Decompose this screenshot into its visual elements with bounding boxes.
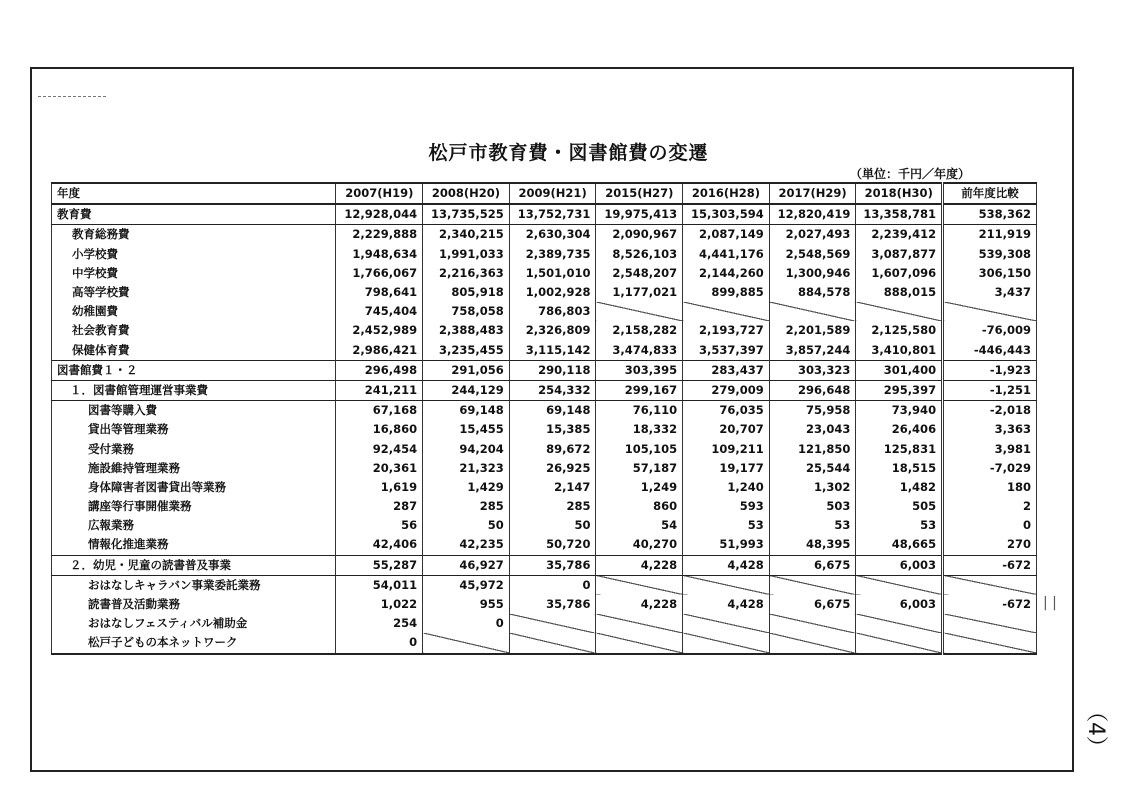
row-label: 図書館費１・２	[52, 360, 336, 380]
value-cell	[856, 614, 943, 633]
value-cell	[596, 302, 683, 321]
value-cell: 1,300,946	[769, 264, 856, 283]
value-cell: 40,270	[596, 535, 683, 555]
table-row	[52, 595, 1037, 614]
value-cell: 48,395	[769, 535, 856, 555]
value-cell: 3,537,397	[683, 341, 770, 361]
value-cell	[683, 575, 770, 595]
compare-cell	[943, 575, 1037, 595]
row-label: １．図書館管理運営事業費	[52, 380, 336, 400]
compare-cell	[943, 302, 1037, 321]
value-cell: 2,630,304	[509, 225, 596, 245]
table-row	[52, 555, 1037, 575]
value-cell: 50	[423, 516, 510, 535]
value-cell: 0	[509, 575, 596, 595]
value-cell	[683, 633, 770, 653]
value-cell: 2,147	[509, 478, 596, 497]
value-cell: 3,474,833	[596, 341, 683, 361]
value-cell: 105,105	[596, 439, 683, 458]
compare-cell: 0	[943, 516, 1037, 535]
value-cell: 76,110	[596, 401, 683, 421]
table-row	[52, 360, 1037, 380]
value-cell: 505	[856, 497, 943, 516]
value-cell: 2,216,363	[423, 264, 510, 283]
header-year: 2018(H30)	[856, 183, 943, 204]
value-cell: 2,229,888	[336, 225, 423, 245]
table-row	[52, 497, 1037, 516]
value-cell: 89,672	[509, 439, 596, 458]
table-row	[52, 283, 1037, 302]
value-cell: 296,648	[769, 380, 856, 400]
header-year: 2008(H20)	[423, 183, 510, 204]
value-cell: 20,707	[683, 420, 770, 439]
value-cell	[509, 614, 596, 633]
value-cell: 35,786	[509, 555, 596, 575]
value-cell: 290,118	[509, 360, 596, 380]
value-cell	[423, 633, 510, 653]
row-label: 受付業務	[52, 439, 336, 458]
value-cell: 254,332	[509, 380, 596, 400]
value-cell: 2,986,421	[336, 341, 423, 361]
table-row	[52, 380, 1037, 400]
compare-cell: 3,981	[943, 439, 1037, 458]
value-cell: 2,027,493	[769, 225, 856, 245]
value-cell: 1,619	[336, 478, 423, 497]
value-cell: 287	[336, 497, 423, 516]
row-label: おはなしフェスティバル補助金	[52, 614, 336, 633]
row-label: ２．幼児・児童の読書普及事業	[52, 555, 336, 575]
value-cell: 92,454	[336, 439, 423, 458]
compare-cell: -446,443	[943, 341, 1037, 361]
value-cell: 291,056	[423, 360, 510, 380]
value-cell: 20,361	[336, 459, 423, 478]
table-row	[52, 516, 1037, 535]
value-cell: 758,058	[423, 302, 510, 321]
value-cell: 69,148	[509, 401, 596, 421]
table-row	[52, 204, 1037, 225]
value-cell: 2,158,282	[596, 321, 683, 340]
value-cell	[769, 614, 856, 633]
value-cell: 1,002,928	[509, 283, 596, 302]
compare-cell: 211,919	[943, 225, 1037, 245]
value-cell: 51,993	[683, 535, 770, 555]
value-cell: 6,003	[856, 595, 943, 614]
value-cell: 21,323	[423, 459, 510, 478]
table-row	[52, 341, 1037, 361]
value-cell: 296,498	[336, 360, 423, 380]
row-label: 読書普及活動業務	[52, 595, 336, 614]
value-cell: 888,015	[856, 283, 943, 302]
value-cell: 1,766,067	[336, 264, 423, 283]
value-cell: 15,303,594	[683, 204, 770, 225]
value-cell: 18,515	[856, 459, 943, 478]
compare-cell: 180	[943, 478, 1037, 497]
value-cell: 2,389,735	[509, 245, 596, 264]
value-cell: 1,429	[423, 478, 510, 497]
row-label: 情報化推進業務	[52, 535, 336, 555]
value-cell: 285	[509, 497, 596, 516]
value-cell	[596, 614, 683, 633]
value-cell: 503	[769, 497, 856, 516]
value-cell: 860	[596, 497, 683, 516]
value-cell: 12,820,419	[769, 204, 856, 225]
value-cell: 786,803	[509, 302, 596, 321]
value-cell	[769, 575, 856, 595]
header-year: 2007(H19)	[336, 183, 423, 204]
value-cell: 50	[509, 516, 596, 535]
value-cell: 4,441,176	[683, 245, 770, 264]
table-header-row	[52, 183, 1037, 204]
value-cell: 19,177	[683, 459, 770, 478]
row-label: 松戸子どもの本ネットワーク	[52, 633, 336, 653]
value-cell: 42,235	[423, 535, 510, 555]
value-cell: 75,958	[769, 401, 856, 421]
value-cell: 254	[336, 614, 423, 633]
value-cell: 48,665	[856, 535, 943, 555]
value-cell: 2,452,989	[336, 321, 423, 340]
compare-cell: 539,308	[943, 245, 1037, 264]
header-year: 2016(H28)	[683, 183, 770, 204]
value-cell: 15,385	[509, 420, 596, 439]
value-cell: 244,129	[423, 380, 510, 400]
value-cell	[856, 575, 943, 595]
unit-label: （単位：千円／年度）	[849, 167, 970, 181]
value-cell: 15,455	[423, 420, 510, 439]
value-cell: 125,831	[856, 439, 943, 458]
value-cell: 1,607,096	[856, 264, 943, 283]
value-cell	[769, 633, 856, 653]
value-cell: 12,928,044	[336, 204, 423, 225]
value-cell: 16,860	[336, 420, 423, 439]
row-label: 広報業務	[52, 516, 336, 535]
value-cell: 295,397	[856, 380, 943, 400]
row-label: 中学校費	[52, 264, 336, 283]
compare-cell: 538,362	[943, 204, 1037, 225]
value-cell: 50,720	[509, 535, 596, 555]
value-cell: 35,786	[509, 595, 596, 614]
value-cell: 109,211	[683, 439, 770, 458]
compare-cell: -672	[943, 595, 1037, 614]
value-cell: 2,548,207	[596, 264, 683, 283]
value-cell: 13,358,781	[856, 204, 943, 225]
compare-cell: -1,251	[943, 380, 1037, 400]
value-cell: 19,975,413	[596, 204, 683, 225]
header-year-label: 年度	[52, 183, 336, 204]
value-cell: 4,428	[683, 595, 770, 614]
table-row	[52, 420, 1037, 439]
value-cell: 299,167	[596, 380, 683, 400]
value-cell: 1,991,033	[423, 245, 510, 264]
value-cell: 1,501,010	[509, 264, 596, 283]
table-row	[52, 264, 1037, 283]
value-cell: 42,406	[336, 535, 423, 555]
value-cell	[856, 302, 943, 321]
value-cell: 283,437	[683, 360, 770, 380]
value-cell: 899,885	[683, 283, 770, 302]
value-cell: 2,340,215	[423, 225, 510, 245]
value-cell: 303,323	[769, 360, 856, 380]
value-cell: 25,544	[769, 459, 856, 478]
table-row	[52, 459, 1037, 478]
value-cell: 285	[423, 497, 510, 516]
table-row	[52, 614, 1037, 633]
value-cell: 1,482	[856, 478, 943, 497]
value-cell	[769, 302, 856, 321]
table-row	[52, 245, 1037, 264]
compare-cell: -2,018	[943, 401, 1037, 421]
table-row	[52, 575, 1037, 595]
value-cell: 1,022	[336, 595, 423, 614]
compare-cell	[943, 614, 1037, 633]
value-cell: 3,115,142	[509, 341, 596, 361]
value-cell: 805,918	[423, 283, 510, 302]
value-cell: 76,035	[683, 401, 770, 421]
value-cell: 745,404	[336, 302, 423, 321]
value-cell: 45,972	[423, 575, 510, 595]
value-cell: 3,857,244	[769, 341, 856, 361]
header-compare: 前年度比較	[943, 183, 1037, 204]
table-row	[52, 321, 1037, 340]
value-cell: 26,925	[509, 459, 596, 478]
value-cell: 56	[336, 516, 423, 535]
value-cell: 2,548,569	[769, 245, 856, 264]
compare-cell: 2	[943, 497, 1037, 516]
value-cell: 13,752,731	[509, 204, 596, 225]
table-row	[52, 439, 1037, 458]
value-cell: 593	[683, 497, 770, 516]
row-label: 教育総務費	[52, 225, 336, 245]
compare-cell: -1,923	[943, 360, 1037, 380]
value-cell: 4,428	[683, 555, 770, 575]
value-cell: 6,003	[856, 555, 943, 575]
compare-cell: 306,150	[943, 264, 1037, 283]
value-cell: 2,144,260	[683, 264, 770, 283]
value-cell: 94,204	[423, 439, 510, 458]
row-label: 講座等行事開催業務	[52, 497, 336, 516]
value-cell: 4,228	[596, 555, 683, 575]
value-cell: 18,332	[596, 420, 683, 439]
margin-mark: | |	[1043, 595, 1057, 611]
page-number: （4）	[1083, 700, 1108, 758]
compare-cell: 3,437	[943, 283, 1037, 302]
value-cell: 0	[423, 614, 510, 633]
value-cell: 4,228	[596, 595, 683, 614]
table-row	[52, 302, 1037, 321]
value-cell: 67,168	[336, 401, 423, 421]
value-cell: 2,326,809	[509, 321, 596, 340]
value-cell: 0	[336, 633, 423, 653]
compare-cell: -7,029	[943, 459, 1037, 478]
value-cell: 3,087,877	[856, 245, 943, 264]
value-cell	[683, 302, 770, 321]
value-cell	[683, 614, 770, 633]
value-cell: 6,675	[769, 555, 856, 575]
value-cell: 1,948,634	[336, 245, 423, 264]
value-cell: 955	[423, 595, 510, 614]
compare-cell: 270	[943, 535, 1037, 555]
value-cell: 279,009	[683, 380, 770, 400]
value-cell: 53	[769, 516, 856, 535]
table-row	[52, 633, 1037, 653]
row-label: 教育費	[52, 204, 336, 225]
value-cell: 8,526,103	[596, 245, 683, 264]
value-cell: 73,940	[856, 401, 943, 421]
table-row	[52, 225, 1037, 245]
value-cell: 2,087,149	[683, 225, 770, 245]
row-label: 図書等購入費	[52, 401, 336, 421]
value-cell: 1,240	[683, 478, 770, 497]
row-label: 社会教育費	[52, 321, 336, 340]
value-cell: 2,201,589	[769, 321, 856, 340]
compare-cell: 3,363	[943, 420, 1037, 439]
value-cell	[856, 633, 943, 653]
row-label: 幼稚園費	[52, 302, 336, 321]
value-cell: 46,927	[423, 555, 510, 575]
row-label: 高等学校費	[52, 283, 336, 302]
value-cell: 1,249	[596, 478, 683, 497]
page-title: 松戸市教育費・図書館費の変遷	[428, 142, 709, 164]
value-cell: 3,410,801	[856, 341, 943, 361]
value-cell: 2,125,580	[856, 321, 943, 340]
row-label: 貸出等管理業務	[52, 420, 336, 439]
value-cell: 53	[683, 516, 770, 535]
row-label: 小学校費	[52, 245, 336, 264]
header-year: 2015(H27)	[596, 183, 683, 204]
value-cell: 1,177,021	[596, 283, 683, 302]
value-cell: 3,235,455	[423, 341, 510, 361]
value-cell	[596, 575, 683, 595]
value-cell: 54	[596, 516, 683, 535]
value-cell: 53	[856, 516, 943, 535]
scan-mark	[38, 96, 106, 97]
value-cell	[509, 633, 596, 653]
row-label: 身体障害者図書貸出等業務	[52, 478, 336, 497]
value-cell: 303,395	[596, 360, 683, 380]
header-year: 2017(H29)	[769, 183, 856, 204]
value-cell: 69,148	[423, 401, 510, 421]
value-cell: 301,400	[856, 360, 943, 380]
compare-cell: -76,009	[943, 321, 1037, 340]
value-cell: 798,641	[336, 283, 423, 302]
value-cell: 6,675	[769, 595, 856, 614]
row-label: 施設維持管理業務	[52, 459, 336, 478]
value-cell: 26,406	[856, 420, 943, 439]
value-cell: 57,187	[596, 459, 683, 478]
value-cell: 54,011	[336, 575, 423, 595]
table-row	[52, 478, 1037, 497]
value-cell: 2,090,967	[596, 225, 683, 245]
value-cell	[596, 633, 683, 653]
compare-cell: -672	[943, 555, 1037, 575]
header-year: 2009(H21)	[509, 183, 596, 204]
value-cell: 2,388,483	[423, 321, 510, 340]
compare-cell	[943, 633, 1037, 653]
value-cell: 55,287	[336, 555, 423, 575]
value-cell: 23,043	[769, 420, 856, 439]
table-row	[52, 535, 1037, 555]
value-cell: 2,193,727	[683, 321, 770, 340]
row-label: 保健体育費	[52, 341, 336, 361]
value-cell: 2,239,412	[856, 225, 943, 245]
budget-table	[51, 182, 1037, 655]
value-cell: 241,211	[336, 380, 423, 400]
value-cell: 121,850	[769, 439, 856, 458]
value-cell: 13,735,525	[423, 204, 510, 225]
value-cell: 1,302	[769, 478, 856, 497]
table-row	[52, 401, 1037, 421]
value-cell: 884,578	[769, 283, 856, 302]
row-label: おはなしキャラバン事業委託業務	[52, 575, 336, 595]
